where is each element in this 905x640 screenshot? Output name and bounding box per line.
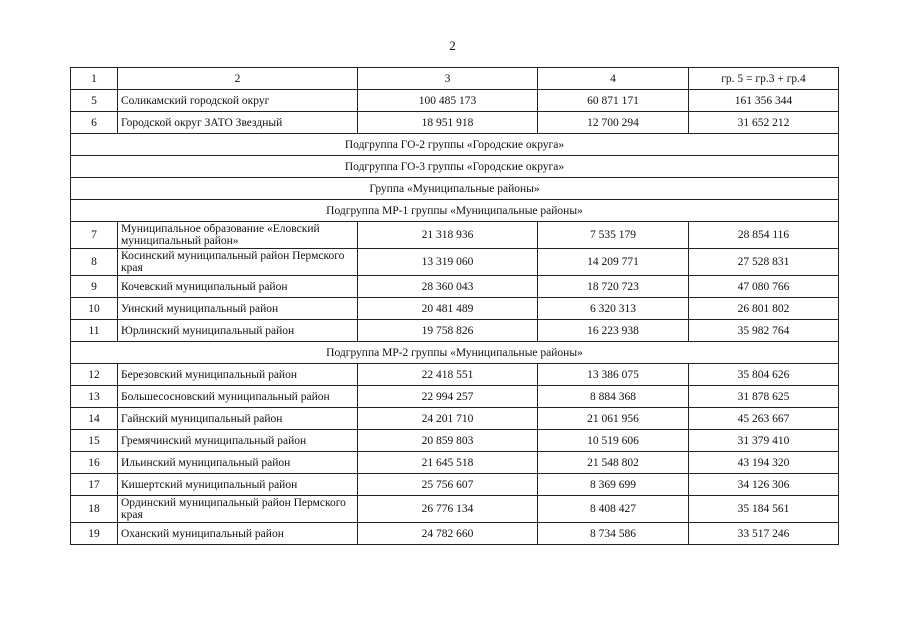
table-row [71,90,839,112]
column-5-total-cell: 33 517 246 [689,523,839,545]
column-5-total-cell: 31 652 212 [689,112,839,134]
municipality-name-cell: Гайнский муниципальный район [118,408,358,430]
column-5-total-cell: 35 982 764 [689,320,839,342]
table-row [71,523,839,545]
column-3-value-cell: 22 994 257 [358,386,538,408]
column-5-total-cell: 31 379 410 [689,430,839,452]
column-5-total-cell: 35 184 561 [689,496,839,523]
table-row [71,386,839,408]
row-number-cell: 12 [71,364,118,386]
municipality-name-cell: Гремячинский муниципальный район [118,430,358,452]
column-5-total-cell: 26 801 802 [689,298,839,320]
municipality-name-cell: Кишертский муниципальный район [118,474,358,496]
header-row [71,68,839,90]
row-number-cell: 14 [71,408,118,430]
row-number-cell: 8 [71,249,118,276]
column-4-value-cell: 16 223 938 [538,320,689,342]
table-row [71,222,839,249]
column-5-total-cell: 28 854 116 [689,222,839,249]
column-4-value-cell: 21 061 956 [538,408,689,430]
header-cell-1: 1 [71,68,118,90]
table-row [71,249,839,276]
column-4-value-cell: 6 320 313 [538,298,689,320]
column-4-value-cell: 8 734 586 [538,523,689,545]
column-3-value-cell: 21 318 936 [358,222,538,249]
municipality-name-cell: Ординский муниципальный район Пермского края [118,496,358,523]
column-5-total-cell: 47 080 766 [689,276,839,298]
column-3-value-cell: 26 776 134 [358,496,538,523]
table-row [71,298,839,320]
column-3-value-cell: 100 485 173 [358,90,538,112]
column-4-value-cell: 10 519 606 [538,430,689,452]
municipality-name-cell: Ильинский муниципальный район [118,452,358,474]
row-number-cell: 9 [71,276,118,298]
municipality-name-cell: Соликамский городской округ [118,90,358,112]
column-4-value-cell: 21 548 802 [538,452,689,474]
header-cell-4: 4 [538,68,689,90]
row-number-cell: 19 [71,523,118,545]
column-3-value-cell: 20 481 489 [358,298,538,320]
column-5-total-cell: 34 126 306 [689,474,839,496]
table-row [71,408,839,430]
row-number-cell: 10 [71,298,118,320]
column-5-total-cell: 27 528 831 [689,249,839,276]
column-4-value-cell: 12 700 294 [538,112,689,134]
row-number-cell: 6 [71,112,118,134]
group-header-row [71,342,839,364]
column-4-value-cell: 13 386 075 [538,364,689,386]
column-3-value-cell: 25 756 607 [358,474,538,496]
group-header-label: Подгруппа МР-2 группы «Муниципальные районы» [71,342,839,364]
row-number-cell: 7 [71,222,118,249]
table-row [71,112,839,134]
header-cell-5: гр. 5 = гр.3 + гр.4 [689,68,839,90]
row-number-cell: 13 [71,386,118,408]
column-3-value-cell: 13 319 060 [358,249,538,276]
group-header-row [71,200,839,222]
group-header-label: Группа «Муниципальные районы» [71,178,839,200]
column-5-total-cell: 43 194 320 [689,452,839,474]
municipality-name-cell: Юрлинский муниципальный район [118,320,358,342]
row-number-cell: 11 [71,320,118,342]
column-5-total-cell: 161 356 344 [689,90,839,112]
row-number-cell: 17 [71,474,118,496]
group-header-row [71,156,839,178]
column-4-value-cell: 14 209 771 [538,249,689,276]
municipality-name-cell: Березовский муниципальный район [118,364,358,386]
municipality-name-cell: Городской округ ЗАТО Звездный [118,112,358,134]
header-cell-3: 3 [358,68,538,90]
municipality-name-cell: Оханский муниципальный район [118,523,358,545]
table-row [71,430,839,452]
header-cell-2: 2 [118,68,358,90]
column-3-value-cell: 19 758 826 [358,320,538,342]
column-5-total-cell: 31 878 625 [689,386,839,408]
column-3-value-cell: 28 360 043 [358,276,538,298]
group-header-label: Подгруппа МР-1 группы «Муниципальные районы» [71,200,839,222]
column-4-value-cell: 60 871 171 [538,90,689,112]
row-number-cell: 16 [71,452,118,474]
municipality-name-cell: Большесосновский муниципальный район [118,386,358,408]
group-header-row [71,178,839,200]
budget-table [70,67,839,545]
municipality-name-cell: Муниципальное образование «Еловский муниципальный район» [118,222,358,249]
column-5-total-cell: 35 804 626 [689,364,839,386]
group-header-row [71,134,839,156]
table-body [71,68,839,545]
group-header-label: Подгруппа ГО-3 группы «Городские округа» [71,156,839,178]
column-3-value-cell: 18 951 918 [358,112,538,134]
column-3-value-cell: 20 859 803 [358,430,538,452]
page-number: 2 [449,38,456,53]
column-4-value-cell: 18 720 723 [538,276,689,298]
table-row [71,364,839,386]
municipality-name-cell: Косинский муниципальный район Пермского края [118,249,358,276]
row-number-cell: 15 [71,430,118,452]
column-4-value-cell: 8 369 699 [538,474,689,496]
column-3-value-cell: 24 782 660 [358,523,538,545]
group-header-label: Подгруппа ГО-2 группы «Городские округа» [71,134,839,156]
row-number-cell: 5 [71,90,118,112]
column-3-value-cell: 21 645 518 [358,452,538,474]
column-5-total-cell: 45 263 667 [689,408,839,430]
municipality-name-cell: Кочевский муниципальный район [118,276,358,298]
table-row [71,276,839,298]
table-row [71,452,839,474]
row-number-cell: 18 [71,496,118,523]
column-3-value-cell: 24 201 710 [358,408,538,430]
column-4-value-cell: 8 408 427 [538,496,689,523]
column-3-value-cell: 22 418 551 [358,364,538,386]
table-row [71,474,839,496]
municipality-name-cell: Уинский муниципальный район [118,298,358,320]
column-4-value-cell: 7 535 179 [538,222,689,249]
column-4-value-cell: 8 884 368 [538,386,689,408]
table-row [71,496,839,523]
table-row [71,320,839,342]
